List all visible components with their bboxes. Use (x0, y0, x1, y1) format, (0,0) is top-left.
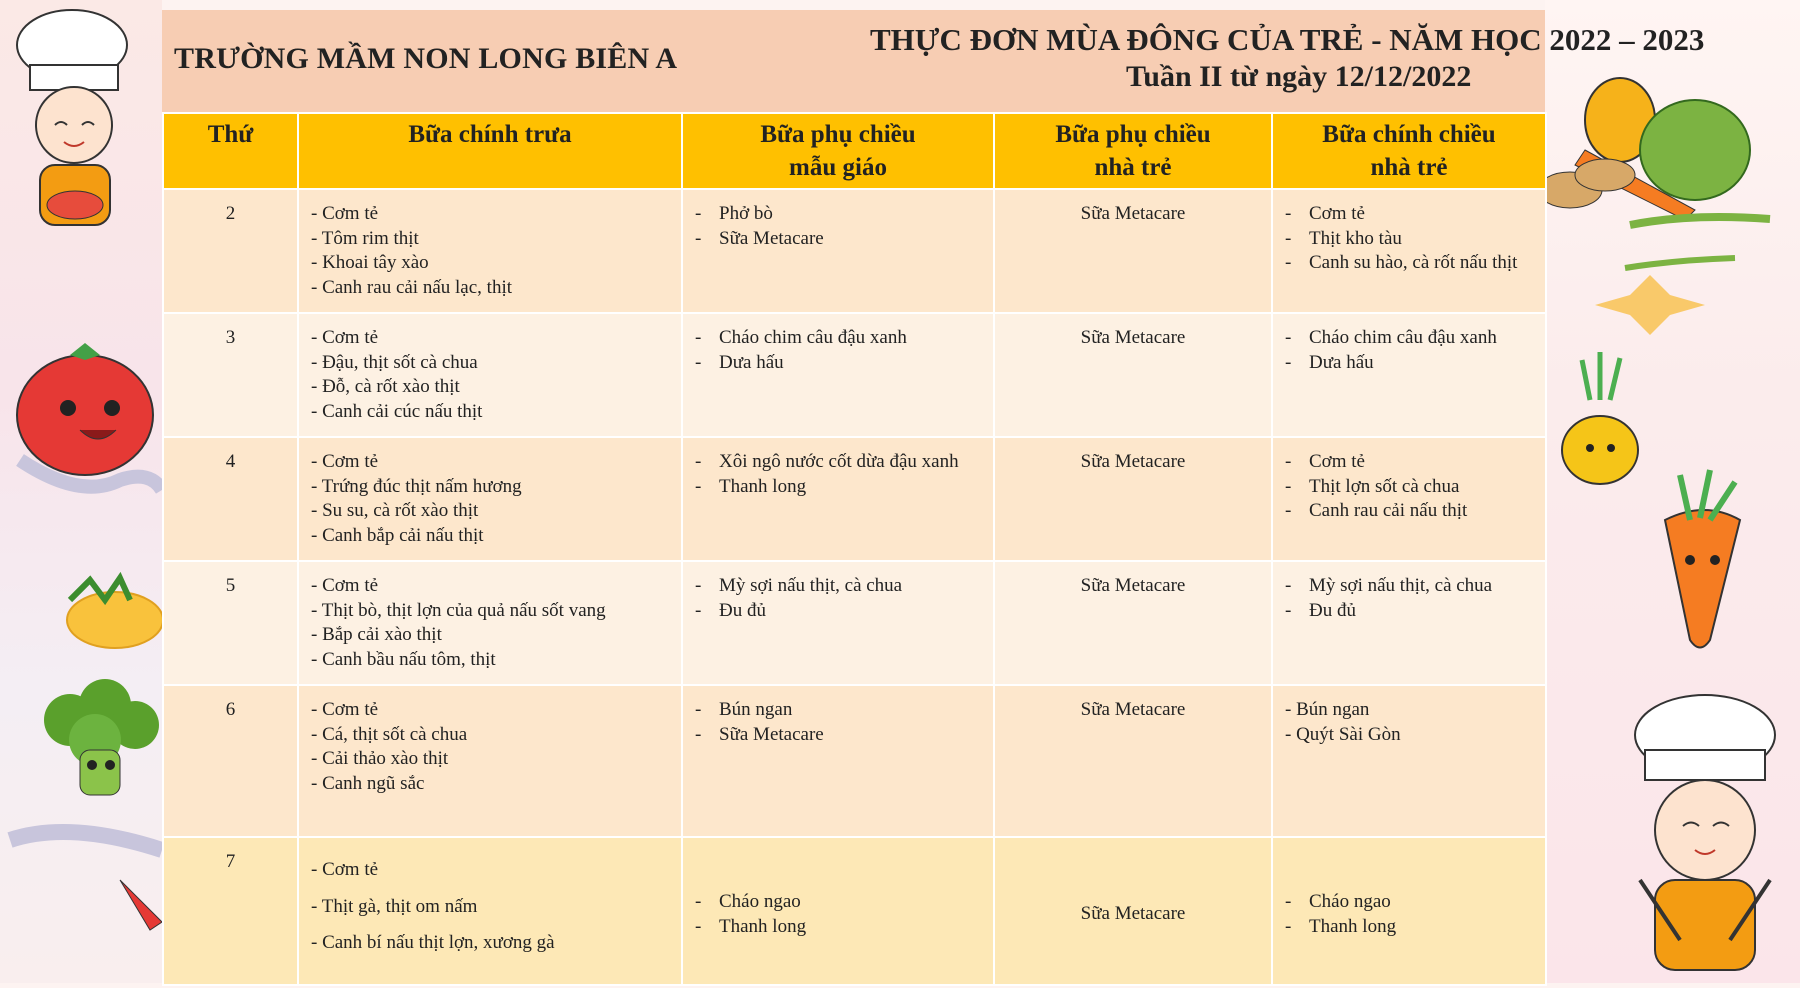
menu-item (695, 599, 983, 624)
menu-item-text: Sữa Metacare (719, 723, 824, 745)
menu-item: - Trứng đúc thịt nấm hương (311, 475, 522, 497)
right-food-illustrations (1545, 0, 1800, 983)
lunch-cell (298, 561, 682, 685)
menu-item: - Cơm tẻ (311, 451, 379, 472)
menu-item (1285, 698, 1535, 723)
table-row (163, 685, 1546, 837)
snack-kindergarten-cell (682, 685, 994, 837)
dash-marker: - (1285, 227, 1292, 249)
col-header-day: Thứ (163, 113, 298, 189)
menu-item-text: Canh rau cải nấu thịt (1309, 500, 1468, 521)
snack-kindergarten-cell (682, 189, 994, 313)
snack-kindergarten-cell (682, 437, 994, 561)
dash-marker: - (695, 891, 702, 912)
menu-item (1285, 915, 1535, 940)
snack-kindergarten-cell (682, 837, 994, 985)
dash-marker: - (1285, 500, 1292, 521)
menu-item: - Cơm tẻ (311, 203, 379, 224)
dinner-nursery-cell (1272, 189, 1546, 313)
menu-item: - Cơm tẻ (311, 575, 379, 596)
menu-item-text: Dưa hấu (1309, 351, 1374, 373)
menu-item-text: Dưa hấu (719, 351, 784, 373)
menu-item-text: Xôi ngô nước cốt dừa đậu xanh (719, 451, 959, 472)
table-row (163, 561, 1546, 685)
menu-item-text: Bún ngan (719, 699, 793, 720)
snack-nursery-cell: Sữa Metacare (994, 189, 1272, 313)
menu-item: - Su su, cà rốt xào thịt (311, 500, 479, 521)
snack-nursery-cell: Sữa Metacare (994, 437, 1272, 561)
menu-item-text: Thịt lợn sốt cà chua (1309, 475, 1460, 497)
snack-nursery-cell: Sữa Metacare (994, 561, 1272, 685)
menu-item: - Bắp cải xào thịt (311, 624, 442, 645)
menu-item (1285, 499, 1535, 524)
menu-item: - Tôm rim thịt (311, 227, 419, 249)
dash-marker: - (1285, 327, 1292, 348)
menu-item (695, 723, 983, 748)
menu-item: - Cải thảo xào thịt (311, 748, 449, 769)
table-row (163, 313, 1546, 437)
carrot-illustration (1665, 470, 1740, 648)
menu-item (695, 326, 983, 351)
snack-nursery-cell: Sữa Metacare (994, 313, 1272, 437)
dinner-nursery-cell (1272, 313, 1546, 437)
menu-item (1285, 351, 1535, 376)
menu-item (695, 890, 983, 915)
chef-girl-whisk-illustration (1635, 695, 1775, 970)
menu-item (695, 450, 983, 475)
menu-item-text: Sữa Metacare (719, 227, 824, 249)
pineapple-illustration (67, 578, 162, 648)
menu-item: - Canh cải cúc nấu thịt (311, 400, 483, 422)
menu-title: THỰC ĐƠN MÙA ĐÔNG CỦA TRẺ - NĂM HỌC 2022 – 2023 (870, 22, 1705, 57)
chef-girl-illustration (17, 10, 127, 225)
menu-item (695, 227, 983, 252)
dash-marker: - (695, 915, 702, 937)
dash-marker: - (1285, 203, 1292, 224)
menu-item-text: Phở bò (719, 203, 773, 224)
menu-item (1285, 574, 1535, 599)
day-cell: 4 (163, 437, 298, 561)
day-cell: 6 (163, 685, 298, 837)
menu-item: - Cơm tẻ (311, 699, 379, 720)
menu-item-text: Thanh long (1309, 915, 1397, 937)
school-name: TRƯỜNG MẦM NON LONG BIÊN A (174, 42, 678, 75)
dash-marker: - (1285, 252, 1292, 273)
menu-item: - Cơm tẻ (311, 859, 379, 880)
dash-marker: - (1285, 575, 1292, 596)
menu-item (1285, 326, 1535, 351)
menu-item-text: Đu đủ (719, 599, 766, 621)
menu-item (1285, 599, 1535, 624)
menu-item (695, 202, 983, 227)
menu-item: - Canh bí nấu thịt lợn, xương gà (311, 932, 555, 953)
menu-item-text: - Bún ngan (1285, 699, 1370, 720)
vegetables-illustration (1545, 78, 1770, 268)
menu-item: - Khoai tây xào (311, 252, 429, 273)
dash-marker: - (1285, 475, 1292, 497)
menu-item-text: Cơm tẻ (1309, 203, 1365, 224)
left-decoration-panel (0, 0, 162, 983)
dash-marker: - (695, 351, 702, 373)
tomato-illustration (17, 343, 153, 475)
dash-marker: - (695, 203, 702, 224)
menu-item: - Đỗ, cà rốt xào thịt (311, 376, 460, 397)
menu-item-text: Cơm tẻ (1309, 451, 1365, 472)
menu-item (695, 475, 983, 500)
menu-item-text: Thịt kho tàu (1309, 227, 1402, 249)
dinner-nursery-cell (1272, 837, 1546, 985)
dash-marker: - (695, 451, 702, 472)
menu-item-text: Cháo ngao (719, 891, 801, 912)
menu-item-text: Cháo chim câu đậu xanh (1309, 327, 1497, 348)
menu-item-text: Mỳ sợi nấu thịt, cà chua (719, 575, 903, 596)
col-header-snack-kindergarten: Bữa phụ chiều mẫu giáo (682, 113, 994, 189)
dash-marker: - (695, 699, 702, 720)
col-header-snack-nursery: Bữa phụ chiều nhà trẻ (994, 113, 1272, 189)
menu-item (1285, 450, 1535, 475)
menu-item (695, 574, 983, 599)
table-header-row (163, 113, 1546, 189)
menu-item-text: Cháo chim câu đậu xanh (719, 327, 907, 348)
lunch-cell (298, 837, 682, 985)
menu-item-text: Cháo ngao (1309, 891, 1391, 912)
broccoli-illustration (44, 679, 159, 795)
menu-item (695, 915, 983, 940)
menu-item: - Canh bầu nấu tôm, thịt (311, 648, 496, 670)
dinner-nursery-cell (1272, 437, 1546, 561)
menu-item-text: Thanh long (719, 475, 807, 497)
snack-nursery-cell: Sữa Metacare (994, 837, 1272, 985)
menu-item (1285, 723, 1535, 748)
menu-item: - Thịt gà, thịt om nấm (311, 895, 478, 917)
menu-item-text: - Quýt Sài Gòn (1285, 723, 1401, 745)
menu-item (695, 698, 983, 723)
menu-item (1285, 475, 1535, 500)
menu-item: - Canh rau cải nấu lạc, thịt (311, 276, 513, 298)
day-cell: 3 (163, 313, 298, 437)
dinner-nursery-cell (1272, 561, 1546, 685)
dash-marker: - (695, 599, 702, 621)
dash-marker: - (1285, 451, 1292, 472)
menu-item (1285, 227, 1535, 252)
dash-marker: - (695, 475, 702, 497)
menu-item: - Thịt bò, thịt lợn của quả nấu sốt vang (311, 599, 606, 621)
dash-marker: - (1285, 351, 1292, 373)
col-header-lunch: Bữa chính trưa (298, 113, 682, 189)
table-row (163, 837, 1546, 985)
dash-marker: - (695, 227, 702, 249)
menu-item: - Cá, thịt sốt cà chua (311, 723, 468, 745)
menu-item: - Cơm tẻ (311, 327, 379, 348)
menu-item-text: Mỳ sợi nấu thịt, cà chua (1309, 575, 1493, 596)
day-cell: 5 (163, 561, 298, 685)
menu-item: - Canh ngũ sắc (311, 772, 425, 794)
col-header-dinner-nursery: Bữa chính chiều nhà trẻ (1272, 113, 1546, 189)
dash-marker: - (1285, 915, 1292, 937)
lunch-cell (298, 685, 682, 837)
menu-table (162, 112, 1547, 986)
dash-marker: - (1285, 599, 1292, 621)
menu-item (695, 351, 983, 376)
menu-item: - Đậu, thịt sốt cà chua (311, 351, 478, 373)
table-row (163, 189, 1546, 313)
day-cell: 2 (163, 189, 298, 313)
menu-item (1285, 890, 1535, 915)
lunch-cell (298, 189, 682, 313)
menu-item-text: Đu đủ (1309, 599, 1356, 621)
snack-kindergarten-cell (682, 561, 994, 685)
dash-marker: - (695, 723, 702, 745)
onion-illustration (1562, 352, 1638, 484)
lunch-cell (298, 313, 682, 437)
left-food-illustrations (0, 0, 162, 983)
day-cell: 7 (163, 837, 298, 985)
dash-marker: - (695, 327, 702, 348)
table-row (163, 437, 1546, 561)
right-decoration-panel (1545, 0, 1800, 983)
menu-item-text: Thanh long (719, 915, 807, 937)
lunch-cell (298, 437, 682, 561)
dash-marker: - (695, 575, 702, 596)
dash-marker: - (1285, 891, 1292, 912)
dinner-nursery-cell (1272, 685, 1546, 837)
menu-item-text: Canh su hào, cà rốt nấu thịt (1309, 252, 1518, 273)
menu-item (1285, 251, 1535, 276)
snack-nursery-cell: Sữa Metacare (994, 685, 1272, 837)
menu-subtitle: Tuần II từ ngày 12/12/2022 (1126, 60, 1472, 93)
snack-kindergarten-cell (682, 313, 994, 437)
menu-item: - Canh bắp cải nấu thịt (311, 524, 484, 546)
menu-item (1285, 202, 1535, 227)
